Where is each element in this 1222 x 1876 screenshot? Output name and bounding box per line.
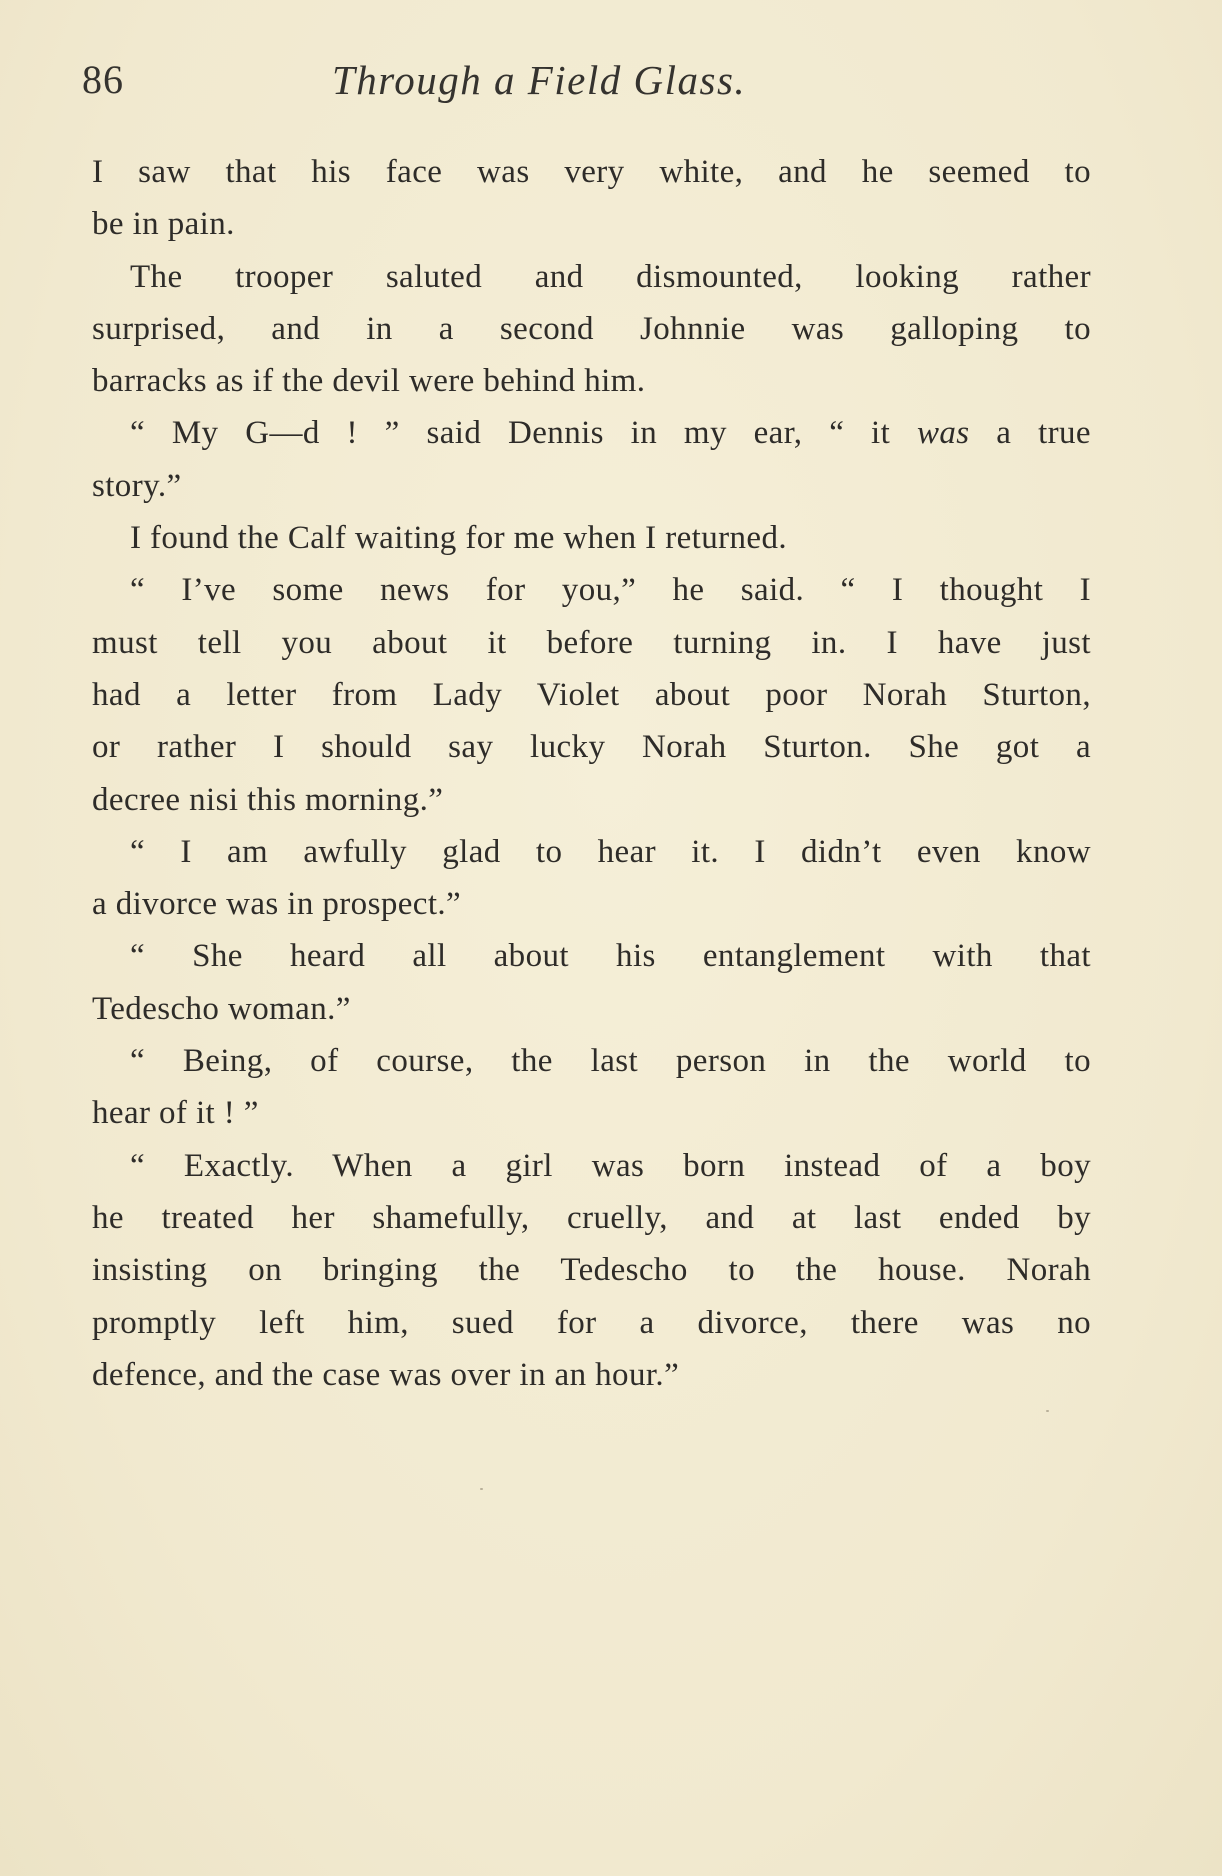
text-line-23: promptly left him, sued for a divorce, there was no (92, 1304, 1091, 1341)
text-line-1: I saw that his face was very white, and he seemed to (92, 154, 1091, 190)
text-line-3: The trooper saluted and dismounted, looking rather (130, 258, 1091, 295)
running-title: Through a Field Glass. (332, 57, 747, 103)
text-line-12: or rather I should say lucky Norah Sturton. She got a (92, 729, 1091, 766)
text-line-10: must tell you about it before turning in. I have just (92, 624, 1091, 661)
text-line-7: story.” (92, 467, 182, 504)
text-line-4: surprised, and in a second Johnnie was galloping to (92, 310, 1091, 347)
text-line-15: a divorce was in prospect.” (92, 886, 462, 923)
text-line-5: barracks as if the devil were behind him. (92, 363, 646, 400)
text-line-6 (92, 407, 1091, 459)
paper-speck (480, 1488, 483, 1490)
emphasized-word: was (916, 415, 970, 452)
text-line-20: “ Exactly. When a girl was born instead of a boy (130, 1147, 1091, 1184)
text-line-6-before: “ My G—d ! ” said Dennis in my ear, “ it (130, 415, 917, 452)
text-line-19: hear of it ! ” (92, 1095, 259, 1132)
text-line-18: “ Being, of course, the last person in the world to (130, 1043, 1091, 1080)
text-line-13: decree nisi this morning.” (92, 781, 444, 818)
body-text (92, 146, 1091, 1401)
text-line-21: he treated her shamefully, cruelly, and at last ended by (92, 1199, 1091, 1236)
text-line-17: Tedescho woman.” (92, 990, 351, 1027)
page-number: 86 (82, 57, 124, 102)
text-line-11: had a letter from Lady Violet about poor Norah Sturton, (92, 676, 1091, 713)
text-line-22: insisting on bringing the Tedescho to the house. Norah (92, 1252, 1091, 1289)
text-line-16: “ She heard all about his entanglement with that (130, 938, 1091, 975)
text-line-6-after: a true (969, 415, 1091, 452)
text-line-14: “ I am awfully glad to hear it. I didn’t even know (130, 833, 1091, 870)
text-line-8: I found the Calf waiting for me when I returned. (130, 520, 787, 557)
paper-speck (1046, 1410, 1049, 1412)
text-line-9: “ I’ve some news for you,” he said. “ I thought I (130, 572, 1091, 609)
running-head (82, 56, 1092, 106)
text-line-24: defence, and the case was over in an hour.” (92, 1356, 680, 1393)
text-line-2: be in pain. (92, 206, 235, 243)
